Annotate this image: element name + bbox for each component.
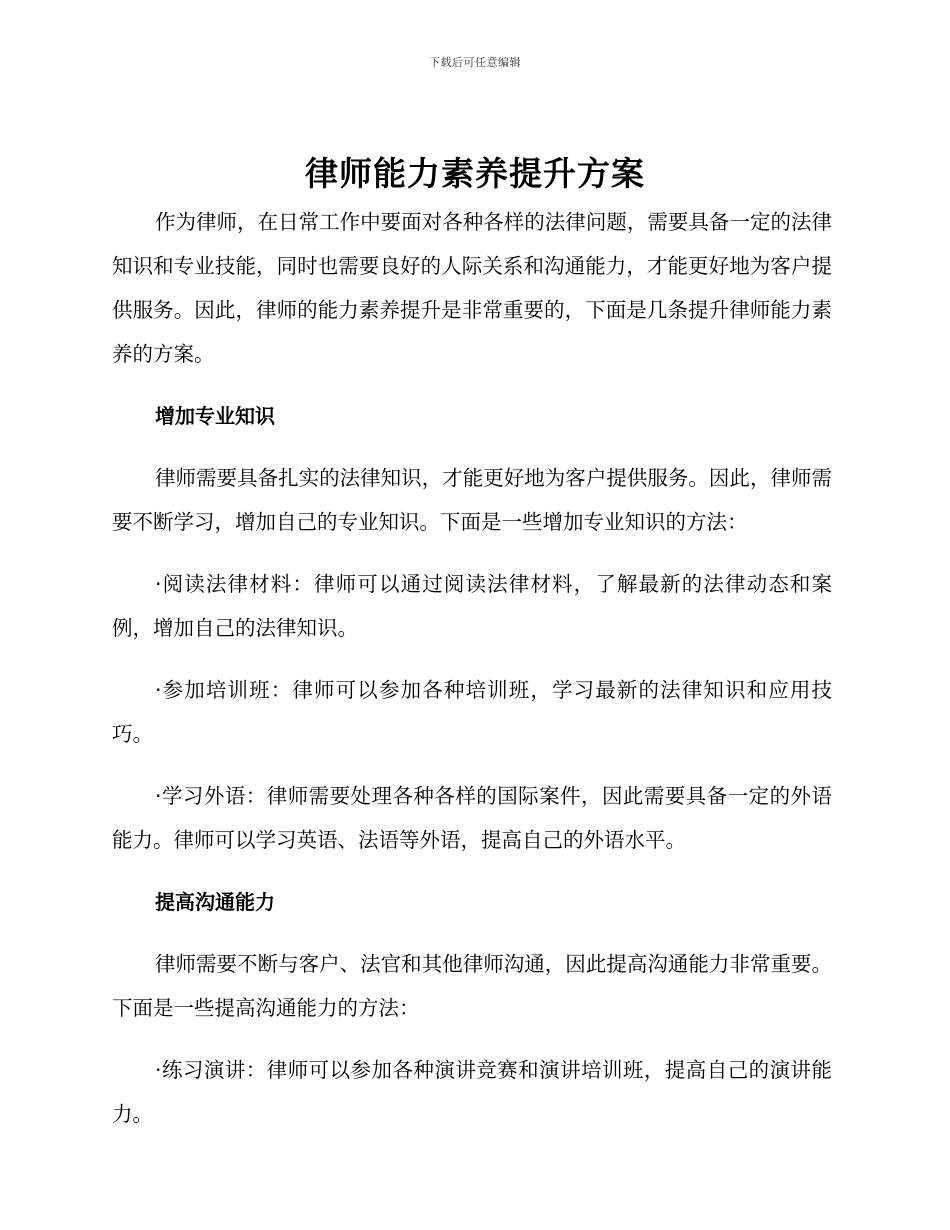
bullet-dot-icon: · bbox=[155, 1058, 162, 1082]
bullet-item bbox=[112, 1048, 832, 1136]
bullet-item bbox=[112, 774, 832, 862]
section-heading-professional-knowledge: 增加专业知识 bbox=[155, 404, 275, 428]
bullet-item bbox=[112, 562, 832, 650]
section-paragraph: 律师需要不断与客户、法官和其他律师沟通，因此提高沟通能力非常重要。下面是一些提高沟通能力的方法： bbox=[112, 952, 832, 1020]
section-heading-communication: 提高沟通能力 bbox=[155, 890, 275, 914]
section-paragraph: 律师需要具备扎实的法律知识，才能更好地为客户提供服务。因此，律师需要不断学习，增加自己的专业知识。下面是一些增加专业知识的方法： bbox=[112, 466, 832, 534]
bullet-dot-icon: · bbox=[155, 678, 162, 702]
document-body bbox=[112, 200, 832, 1154]
bullet-item bbox=[112, 668, 832, 756]
intro-paragraph: 作为律师，在日常工作中要面对各种各样的法律问题，需要具备一定的法律知识和专业技能，同时也需要良好的人际关系和沟通能力，才能更好地为客户提供服务。因此，律师的能力素养提升是非常重要的，下面是几条提升律师能力素养的方案。 bbox=[112, 210, 832, 366]
document-title: 律师能力素养提升方案 bbox=[305, 154, 645, 193]
bullet-dot-icon: · bbox=[155, 572, 162, 596]
header-note: 下载后可任意编辑 bbox=[429, 56, 521, 69]
bullet-text: 参加培训班：律师可以参加各种培训班，学习最新的法律知识和应用技巧。 bbox=[112, 678, 832, 746]
bullet-dot-icon: · bbox=[155, 784, 162, 808]
bullet-text: 阅读法律材料：律师可以通过阅读法律材料，了解最新的法律动态和案例，增加自己的法律知识。 bbox=[112, 572, 832, 640]
bullet-text: 学习外语：律师需要处理各种各样的国际案件，因此需要具备一定的外语能力。律师可以学习英语、法语等外语，提高自己的外语水平。 bbox=[112, 784, 832, 852]
bullet-text: 练习演讲：律师可以参加各种演讲竞赛和演讲培训班，提高自己的演讲能力。 bbox=[112, 1058, 832, 1126]
